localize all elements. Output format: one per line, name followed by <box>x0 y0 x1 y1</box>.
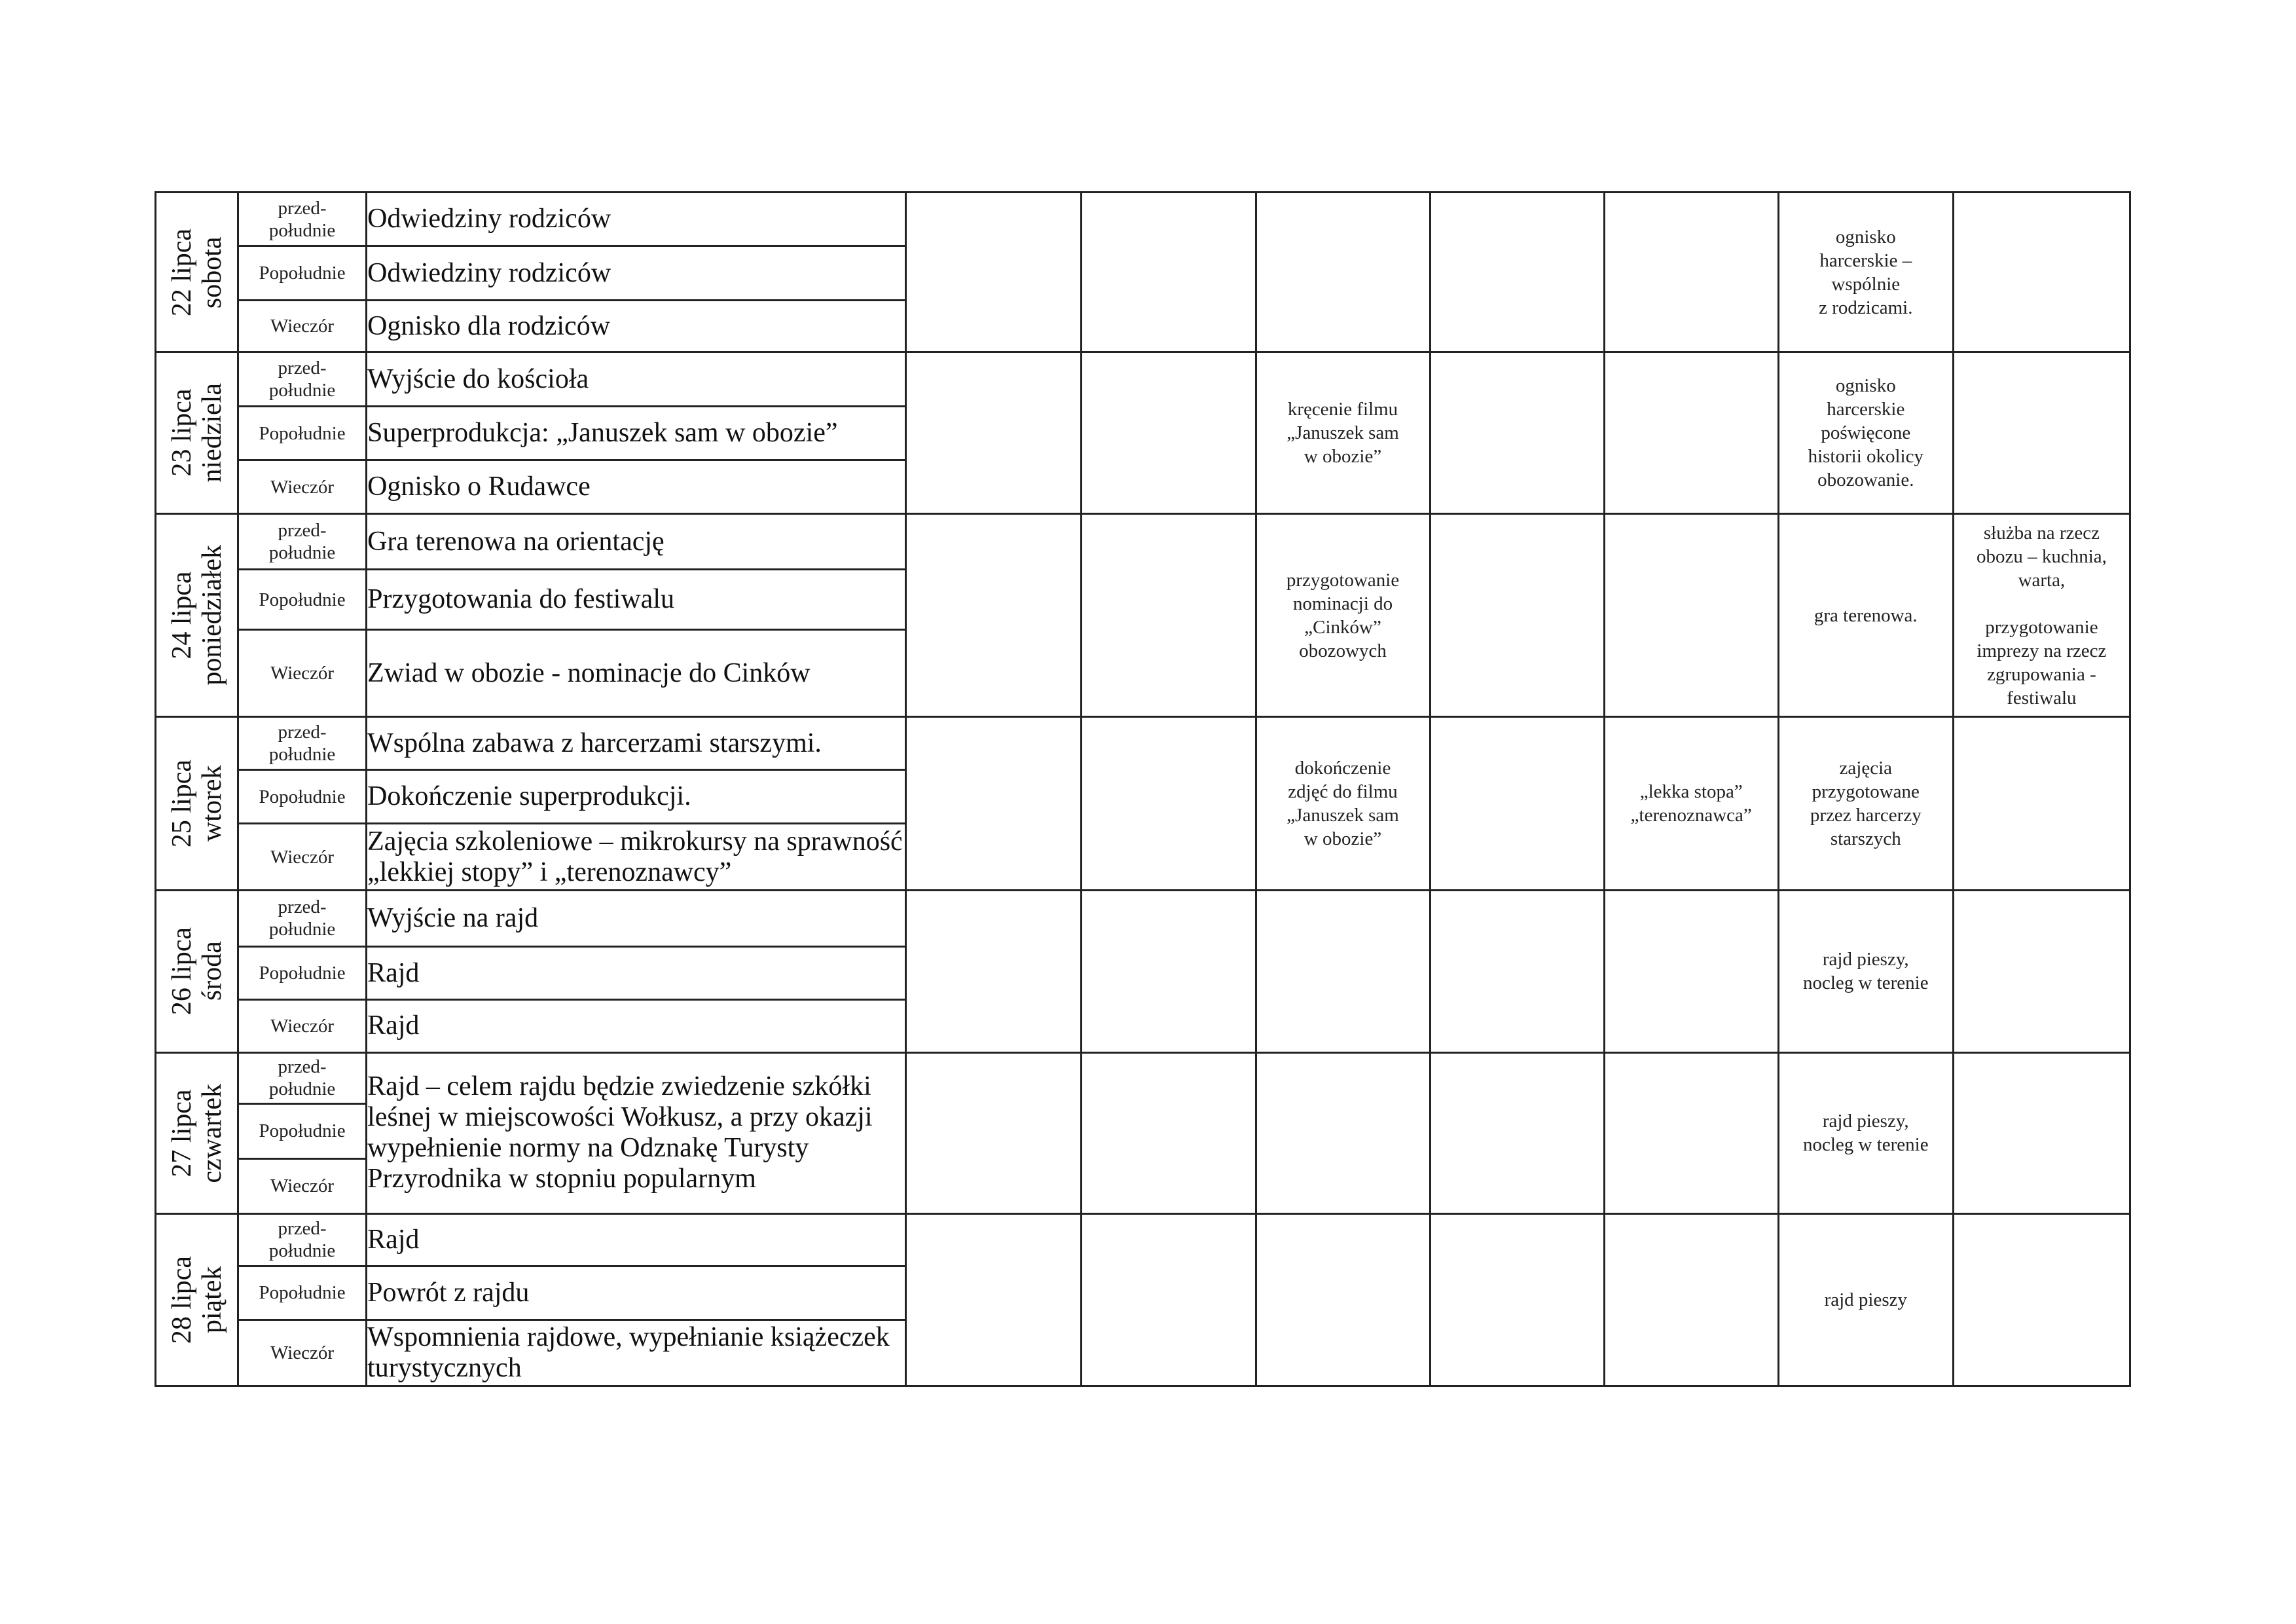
program-area-cell-7 <box>1953 193 2130 352</box>
time-of-day-cell: Wieczór <box>238 630 367 717</box>
time-of-day-cell: Wieczór <box>238 1320 367 1386</box>
day-label <box>167 383 227 483</box>
day-cell <box>156 891 238 1052</box>
program-area-cell-7 <box>1953 352 2130 513</box>
time-of-day-cell: Wieczór <box>238 300 367 352</box>
day-cell <box>156 193 238 352</box>
schedule-row <box>156 1052 2130 1103</box>
activity-cell: Dokończenie superprodukcji. <box>367 769 906 823</box>
day-date: 23 lipca <box>166 389 197 477</box>
program-area-cell-2 <box>1082 717 1256 891</box>
program-area-cell-2 <box>1082 891 1256 1052</box>
program-area-cell-5 <box>1604 513 1778 717</box>
activity-cell: Rajd <box>367 1000 906 1052</box>
schedule-row <box>156 717 2130 769</box>
program-area-cell-6: gra terenowa. <box>1778 513 1953 717</box>
program-area-cell-1 <box>906 1052 1082 1213</box>
program-area-cell-3 <box>1256 193 1430 352</box>
day-label <box>167 760 227 847</box>
schedule-row <box>156 352 2130 406</box>
program-area-cell-4 <box>1430 1214 1604 1386</box>
program-area-cell-7 <box>1953 1214 2130 1386</box>
time-of-day-cell: przed- południe <box>238 513 367 570</box>
day-label <box>167 1256 227 1344</box>
time-of-day-cell: Wieczór <box>238 1000 367 1052</box>
day-date: 25 lipca <box>166 760 197 848</box>
time-of-day-cell: przed- południe <box>238 1052 367 1103</box>
day-weekday: sobota <box>196 236 227 308</box>
activity-cell: Zajęcia szkoleniowe – mikrokursy na sprawność „lekkiej stopy” i „terenoznawcy” <box>367 824 906 891</box>
time-of-day-cell: Popołudnie <box>238 1104 367 1159</box>
program-area-cell-5 <box>1604 1052 1778 1213</box>
program-area-cell-7 <box>1953 717 2130 891</box>
schedule-row <box>156 513 2130 570</box>
program-area-cell-5 <box>1604 1214 1778 1386</box>
activity-cell: Superprodukcja: „Januszek sam w obozie” <box>367 406 906 460</box>
time-of-day-cell: Wieczór <box>238 824 367 891</box>
program-area-cell-1 <box>906 513 1082 717</box>
program-area-cell-3 <box>1256 891 1430 1052</box>
time-of-day-cell: Popołudnie <box>238 246 367 300</box>
schedule-row <box>156 891 2130 947</box>
program-area-cell-1 <box>906 193 1082 352</box>
time-of-day-cell: Popołudnie <box>238 570 367 630</box>
program-area-cell-4 <box>1430 717 1604 891</box>
program-area-cell-5 <box>1604 193 1778 352</box>
time-of-day-cell: przed- południe <box>238 1214 367 1266</box>
day-cell <box>156 513 238 717</box>
day-weekday: piątek <box>196 1266 227 1334</box>
program-area-cell-6: zajęcia przygotowane przez harcerzy starszych <box>1778 717 1953 891</box>
day-weekday: wtorek <box>196 766 227 842</box>
day-cell <box>156 1052 238 1213</box>
time-of-day-cell: przed- południe <box>238 891 367 947</box>
program-area-cell-3: kręcenie filmu „Januszek sam w obozie” <box>1256 352 1430 513</box>
program-area-cell-2 <box>1082 1214 1256 1386</box>
program-area-cell-3: dokończenie zdjęć do filmu „Januszek sam w obozie” <box>1256 717 1430 891</box>
program-area-cell-1 <box>906 891 1082 1052</box>
activity-cell: Zwiad w obozie - nominacje do Cinków <box>367 630 906 717</box>
day-cell <box>156 717 238 891</box>
program-area-cell-2 <box>1082 1052 1256 1213</box>
activity-cell: Rajd – celem rajdu będzie zwiedzenie szkółki leśnej w miejscowości Wołkusz, a przy okazji wypełnienie normy na Odznakę Turysty Przyrodnika w stopniu popularnym <box>367 1052 906 1213</box>
activity-cell: Przygotowania do festiwalu <box>367 570 906 630</box>
time-of-day-cell: przed- południe <box>238 193 367 246</box>
day-weekday: poniedziałek <box>196 545 227 686</box>
program-area-cell-6: rajd pieszy, nocleg w terenie <box>1778 891 1953 1052</box>
time-of-day-cell: Popołudnie <box>238 406 367 460</box>
program-area-cell-3 <box>1256 1214 1430 1386</box>
activity-cell: Wyjście na rajd <box>367 891 906 947</box>
activity-cell: Wspomnienia rajdowe, wypełnianie książeczek turystycznych <box>367 1320 906 1386</box>
program-area-cell-7 <box>1953 1052 2130 1213</box>
program-area-cell-6: ognisko harcerskie – wspólnie z rodzicami. <box>1778 193 1953 352</box>
day-date: 24 lipca <box>166 571 197 659</box>
camp-schedule-table <box>155 191 2131 1387</box>
activity-cell: Rajd <box>367 946 906 999</box>
program-area-cell-4 <box>1430 1052 1604 1213</box>
activity-cell: Odwiedziny rodziców <box>367 246 906 300</box>
program-area-cell-1 <box>906 1214 1082 1386</box>
activity-cell: Rajd <box>367 1214 906 1266</box>
program-area-cell-5: „lekka stopa” „terenoznawca” <box>1604 717 1778 891</box>
program-area-cell-1 <box>906 352 1082 513</box>
activity-cell: Gra terenowa na orientację <box>367 513 906 570</box>
program-area-cell-4 <box>1430 352 1604 513</box>
day-weekday: środa <box>196 941 227 1001</box>
day-weekday: niedziela <box>196 383 227 483</box>
day-cell <box>156 1214 238 1386</box>
program-area-cell-6: ognisko harcerskie poświęcone historii okolicy obozowanie. <box>1778 352 1953 513</box>
day-date: 26 lipca <box>166 927 197 1016</box>
program-area-cell-4 <box>1430 513 1604 717</box>
activity-cell: Odwiedziny rodziców <box>367 193 906 246</box>
day-label <box>167 229 227 316</box>
time-of-day-cell: Wieczór <box>238 1158 367 1214</box>
schedule-body <box>156 193 2130 1386</box>
program-area-cell-3 <box>1256 1052 1430 1213</box>
program-area-cell-2 <box>1082 513 1256 717</box>
day-label <box>167 545 227 686</box>
time-of-day-cell: przed- południe <box>238 717 367 769</box>
day-cell <box>156 352 238 513</box>
day-weekday: czwartek <box>196 1083 227 1183</box>
program-area-cell-5 <box>1604 891 1778 1052</box>
program-area-cell-6: rajd pieszy, nocleg w terenie <box>1778 1052 1953 1213</box>
program-area-cell-7 <box>1953 891 2130 1052</box>
program-area-cell-1 <box>906 717 1082 891</box>
program-area-cell-6: rajd pieszy <box>1778 1214 1953 1386</box>
program-area-cell-7: służba na rzecz obozu – kuchnia, warta, przygotowanie imprezy na rzecz zgrupowania - festiwalu <box>1953 513 2130 717</box>
time-of-day-cell: Wieczór <box>238 460 367 513</box>
activity-cell: Wspólna zabawa z harcerzami starszymi. <box>367 717 906 769</box>
day-date: 22 lipca <box>166 228 197 316</box>
schedule-row <box>156 193 2130 246</box>
program-area-cell-4 <box>1430 193 1604 352</box>
activity-cell: Powrót z rajdu <box>367 1266 906 1320</box>
day-label <box>167 1084 227 1183</box>
day-label <box>167 927 227 1015</box>
day-date: 28 lipca <box>166 1255 197 1344</box>
time-of-day-cell: Popołudnie <box>238 1266 367 1320</box>
activity-cell: Ognisko dla rodziców <box>367 300 906 352</box>
program-area-cell-5 <box>1604 352 1778 513</box>
activity-cell: Ognisko o Rudawce <box>367 460 906 513</box>
schedule-row <box>156 1214 2130 1266</box>
time-of-day-cell: Popołudnie <box>238 946 367 999</box>
program-area-cell-2 <box>1082 352 1256 513</box>
program-area-cell-4 <box>1430 891 1604 1052</box>
program-area-cell-2 <box>1082 193 1256 352</box>
time-of-day-cell: przed- południe <box>238 352 367 406</box>
program-area-cell-3: przygotowanie nominacji do „Cinków” obozowych <box>1256 513 1430 717</box>
day-date: 27 lipca <box>166 1089 197 1177</box>
time-of-day-cell: Popołudnie <box>238 769 367 823</box>
activity-cell: Wyjście do kościoła <box>367 352 906 406</box>
